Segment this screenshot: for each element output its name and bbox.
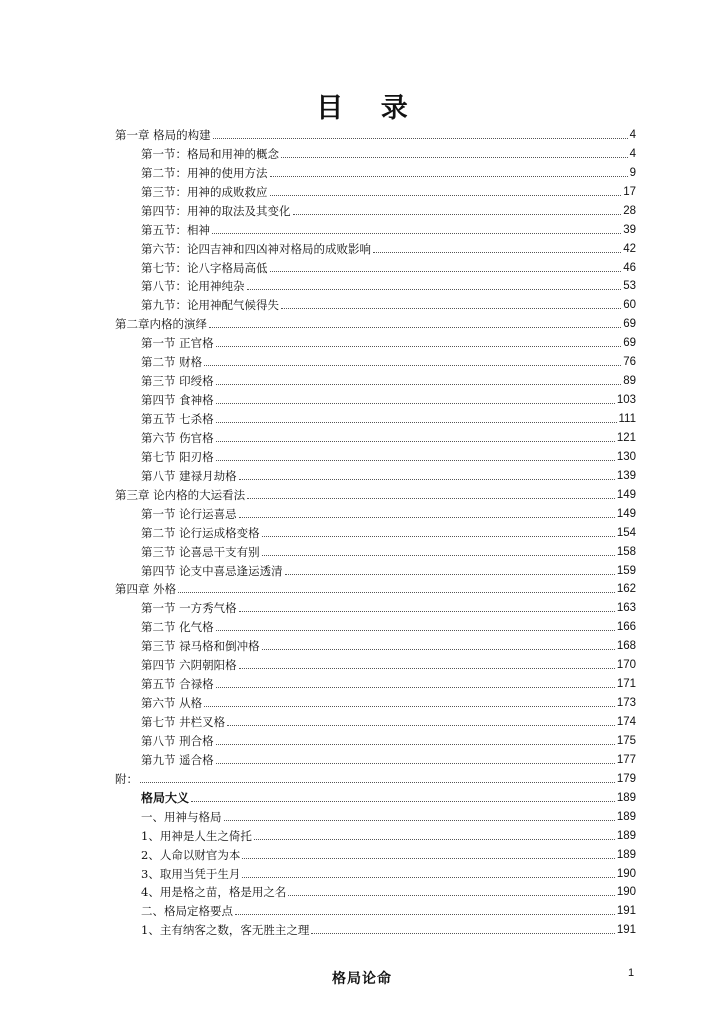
toc-entry[interactable] bbox=[115, 161, 636, 180]
toc-entry-title: 一、用神与格局 bbox=[141, 809, 222, 824]
toc-entry-title: 第七节 井栏叉格 bbox=[141, 715, 226, 729]
toc-entry-title: 第五节：相神 bbox=[141, 222, 210, 237]
toc-entry[interactable] bbox=[115, 824, 636, 843]
toc-entry-page: 168 bbox=[616, 640, 636, 653]
toc-entry[interactable] bbox=[115, 615, 636, 634]
toc-entry-page: 46 bbox=[623, 261, 636, 274]
toc-entry-page: 189 bbox=[616, 848, 636, 861]
dot-leader bbox=[224, 820, 615, 821]
toc-entry[interactable] bbox=[115, 464, 636, 483]
toc-entry[interactable] bbox=[115, 748, 636, 767]
toc-entry-page: 69 bbox=[623, 337, 636, 350]
toc-entry-page: 189 bbox=[616, 791, 636, 804]
toc-entry-page: 154 bbox=[616, 526, 636, 539]
toc-entry[interactable] bbox=[115, 540, 636, 559]
toc-entry[interactable] bbox=[115, 653, 636, 672]
toc-entry-title: 第二节：用神的使用方法 bbox=[141, 165, 268, 180]
toc-entry-page: 103 bbox=[616, 394, 636, 407]
toc-entry[interactable] bbox=[115, 275, 636, 294]
toc-entry[interactable] bbox=[115, 350, 636, 369]
toc-entry[interactable] bbox=[115, 881, 636, 900]
toc-entry-title: 第六节：论四吉神和四凶神对格局的成败影响 bbox=[141, 241, 371, 256]
toc-entry-page: 111 bbox=[618, 413, 636, 425]
toc-entry[interactable] bbox=[115, 729, 636, 748]
toc-entry-title: 第四节 食神格 bbox=[141, 393, 214, 408]
dot-leader bbox=[227, 725, 615, 726]
dot-leader bbox=[216, 744, 615, 745]
toc-entry-title: 附： bbox=[115, 771, 138, 786]
toc-entry-page: 139 bbox=[616, 469, 636, 482]
dot-leader bbox=[216, 630, 615, 631]
toc-entry[interactable] bbox=[115, 672, 636, 691]
toc-entry-page: 166 bbox=[616, 621, 636, 634]
toc-entry-title: 第三章 论内格的大运看法 bbox=[115, 487, 246, 502]
toc-entry-title: 第七节：论八字格局高低 bbox=[141, 260, 268, 275]
toc-entry[interactable] bbox=[115, 805, 636, 824]
toc-entry[interactable] bbox=[115, 862, 636, 881]
dot-leader bbox=[235, 914, 615, 915]
toc-entry-title: 第二节 化气格 bbox=[141, 620, 214, 635]
toc-entry-title: 第七节 阳刃格 bbox=[141, 449, 214, 464]
toc-entry-page: 28 bbox=[623, 204, 636, 217]
toc-entry-title: 4、用是格之苗，格是用之名 bbox=[141, 885, 287, 900]
toc-entry-title: 3、取用当凭于生月 bbox=[141, 866, 241, 881]
dot-leader bbox=[216, 460, 615, 461]
toc-entry-title: 2、人命以财官为本 bbox=[141, 847, 241, 862]
toc-entry-title: 第四章 外格 bbox=[115, 582, 177, 597]
toc-entry[interactable] bbox=[115, 369, 636, 388]
toc-entry-page: 191 bbox=[616, 924, 636, 937]
toc-entry-title: 第九节 遥合格 bbox=[141, 752, 214, 767]
toc-entry-page: 170 bbox=[616, 659, 636, 672]
dot-leader bbox=[216, 346, 622, 347]
toc-entry[interactable] bbox=[115, 899, 636, 918]
toc-entry[interactable] bbox=[115, 559, 636, 578]
dot-leader bbox=[191, 801, 615, 802]
dot-leader bbox=[247, 498, 615, 499]
toc-entry[interactable] bbox=[115, 407, 636, 426]
toc-entry-page: 190 bbox=[616, 867, 636, 880]
toc-entry-title: 第二节 论行运成格变格 bbox=[141, 525, 260, 540]
toc-entry-title: 第四节 论支中喜忌逢运透清 bbox=[141, 563, 283, 578]
dot-leader bbox=[212, 233, 621, 234]
toc-entry-title: 第五节 七杀格 bbox=[141, 412, 214, 426]
dot-leader bbox=[140, 782, 615, 783]
toc-entry-title: 第三节 禄马格和倒冲格 bbox=[141, 639, 260, 654]
toc-entry-title: 第二章内格的演绎 bbox=[115, 317, 207, 332]
toc-entry-title: 第六节 从格 bbox=[141, 696, 203, 711]
dot-leader bbox=[239, 668, 615, 669]
dot-leader bbox=[270, 176, 628, 177]
dot-leader bbox=[281, 157, 628, 158]
toc-entry-page: 177 bbox=[616, 753, 636, 766]
page-title: 目 录 bbox=[316, 93, 422, 124]
toc-entry-title: 第一节：格局和用神的概念 bbox=[141, 146, 279, 161]
dot-leader bbox=[204, 365, 621, 366]
footer-title: 格局论命 bbox=[332, 971, 392, 987]
toc-entry-title: 第一节 一方秀气格 bbox=[141, 601, 237, 616]
toc-entry-page: 39 bbox=[623, 223, 636, 236]
toc-entry-title: 格局大义 bbox=[141, 790, 190, 805]
toc-entry[interactable] bbox=[115, 691, 636, 710]
dot-leader bbox=[311, 933, 614, 934]
toc-entry-page: 89 bbox=[623, 375, 636, 388]
toc-entry[interactable] bbox=[115, 331, 636, 350]
dot-leader bbox=[216, 687, 615, 688]
dot-leader bbox=[270, 195, 622, 196]
toc-entry-title: 第五节 合禄格 bbox=[141, 677, 214, 692]
dot-leader bbox=[262, 649, 615, 650]
toc-entry-page: 60 bbox=[623, 299, 636, 312]
toc-entry-title: 第四节：用神的取法及其变化 bbox=[141, 203, 291, 218]
dot-leader bbox=[239, 517, 615, 518]
toc-entry[interactable] bbox=[115, 521, 636, 540]
dot-leader bbox=[216, 384, 622, 385]
dot-leader bbox=[270, 271, 622, 272]
toc-entry-title: 第三节 论喜忌干支有别 bbox=[141, 544, 260, 559]
toc-entry[interactable] bbox=[115, 218, 636, 237]
dot-leader bbox=[216, 422, 617, 423]
toc-entry-title: 二、格局定格要点 bbox=[141, 904, 233, 919]
dot-leader bbox=[239, 479, 615, 480]
dot-leader bbox=[216, 403, 615, 404]
toc-entry[interactable] bbox=[115, 199, 636, 218]
toc-entry[interactable] bbox=[115, 634, 636, 653]
toc-entry-title: 第一节 正官格 bbox=[141, 336, 214, 351]
toc-entry-page: 149 bbox=[616, 488, 636, 501]
toc-entry-title: 1、主有纳客之数，客无胜主之理 bbox=[141, 923, 310, 938]
page-number: 1 bbox=[628, 967, 635, 979]
toc-entry[interactable] bbox=[115, 918, 636, 937]
toc-entry-page: 174 bbox=[616, 716, 636, 728]
dot-leader bbox=[216, 441, 615, 442]
dot-leader bbox=[373, 252, 621, 253]
toc-entry[interactable] bbox=[115, 578, 636, 597]
toc-entry-page: 179 bbox=[616, 772, 636, 785]
toc-entry-page: 4 bbox=[629, 128, 636, 141]
toc-entry-title: 第三节 印绶格 bbox=[141, 374, 214, 389]
dot-leader bbox=[242, 877, 614, 878]
toc-entry-page: 9 bbox=[629, 166, 636, 179]
dot-leader bbox=[209, 327, 621, 328]
toc-entry-page: 175 bbox=[616, 734, 636, 747]
toc-entry[interactable] bbox=[115, 426, 636, 445]
dot-leader bbox=[262, 536, 615, 537]
toc-entry[interactable] bbox=[115, 843, 636, 862]
dot-leader bbox=[285, 574, 615, 575]
toc-entry[interactable] bbox=[115, 445, 636, 464]
toc-entry-page: 69 bbox=[623, 318, 636, 331]
toc-entry-title: 第一章 格局的构建 bbox=[115, 127, 211, 142]
toc-entry-title: 第九节：论用神配气候得失 bbox=[141, 298, 279, 313]
toc-entry-title: 第四节 六阴朝阳格 bbox=[141, 658, 237, 673]
dot-leader bbox=[262, 555, 615, 556]
toc-entry[interactable] bbox=[115, 502, 636, 521]
toc-entry-title: 第六节 伤官格 bbox=[141, 430, 214, 445]
toc-entry-page: 121 bbox=[616, 431, 636, 444]
dot-leader bbox=[293, 214, 622, 215]
dot-leader bbox=[204, 706, 615, 707]
toc-entry-page: 42 bbox=[623, 242, 636, 255]
toc-entry[interactable] bbox=[115, 483, 636, 502]
toc-entry-title: 第一节 论行运喜忌 bbox=[141, 506, 237, 521]
toc-entry-title: 第八节 建禄月劫格 bbox=[141, 468, 237, 483]
toc-entry-page: 189 bbox=[616, 810, 636, 823]
toc-entry[interactable] bbox=[115, 180, 636, 199]
toc-entry-page: 4 bbox=[629, 147, 636, 160]
dot-leader bbox=[178, 592, 615, 593]
toc-entry-page: 53 bbox=[623, 280, 636, 293]
dot-leader bbox=[247, 289, 622, 290]
toc-entry-title: 第八节：论用神纯杂 bbox=[141, 279, 245, 294]
toc-entry-title: 第三节：用神的成败救应 bbox=[141, 184, 268, 199]
toc-entry-page: 173 bbox=[616, 697, 636, 710]
toc-entry[interactable] bbox=[115, 596, 636, 615]
toc-entry[interactable] bbox=[115, 786, 636, 805]
toc-entry-page: 76 bbox=[623, 356, 636, 369]
toc-entry-title: 第八节 刑合格 bbox=[141, 733, 214, 748]
toc-entry[interactable] bbox=[115, 312, 636, 331]
toc-entry-page: 149 bbox=[616, 507, 636, 520]
toc-entry-page: 162 bbox=[616, 583, 636, 596]
toc-entry-title: 1、用神是人生之倚托 bbox=[141, 828, 252, 843]
dot-leader bbox=[213, 138, 628, 139]
toc-entry[interactable] bbox=[115, 123, 636, 142]
dot-leader bbox=[239, 611, 615, 612]
toc-entry-page: 158 bbox=[616, 545, 636, 558]
toc-entry[interactable] bbox=[115, 710, 636, 729]
toc-entry-page: 163 bbox=[616, 602, 636, 615]
dot-leader bbox=[281, 308, 621, 309]
toc-entry[interactable] bbox=[115, 237, 636, 256]
toc-entry-page: 130 bbox=[616, 450, 636, 463]
toc-entry-page: 159 bbox=[616, 564, 636, 577]
dot-leader bbox=[242, 858, 614, 859]
toc-entry-page: 17 bbox=[623, 185, 636, 198]
table-of-contents bbox=[115, 123, 636, 937]
toc-entry-page: 190 bbox=[616, 886, 636, 899]
toc-entry[interactable] bbox=[115, 388, 636, 407]
toc-entry[interactable] bbox=[115, 256, 636, 275]
toc-entry-page: 171 bbox=[616, 678, 636, 691]
toc-entry[interactable] bbox=[115, 142, 636, 161]
dot-leader bbox=[254, 839, 615, 840]
toc-entry-title: 第二节 财格 bbox=[141, 355, 203, 370]
toc-entry[interactable] bbox=[115, 767, 636, 786]
toc-entry[interactable] bbox=[115, 293, 636, 312]
dot-leader bbox=[216, 763, 615, 764]
toc-entry-page: 191 bbox=[616, 905, 636, 918]
dot-leader bbox=[288, 895, 614, 896]
toc-entry-page: 189 bbox=[616, 829, 636, 842]
